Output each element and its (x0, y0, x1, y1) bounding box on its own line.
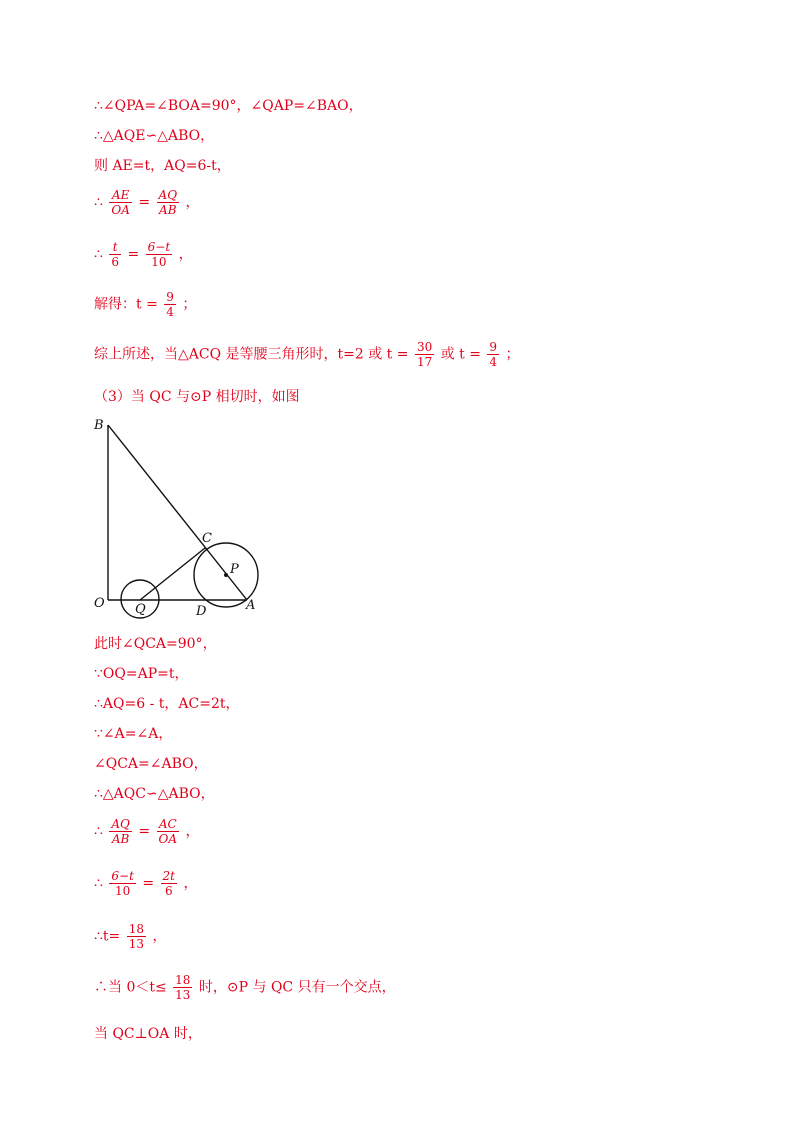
fraction-9-4 (164, 290, 176, 319)
equals-sign: = (138, 194, 151, 211)
segment-qc (140, 548, 205, 600)
equals-sign: = (127, 246, 140, 263)
fraction-denominator: 10 (151, 255, 167, 269)
fraction-numerator: t (109, 240, 121, 255)
line-5 (94, 240, 193, 269)
fraction-ac-oa (157, 817, 180, 846)
line-6 (94, 290, 196, 319)
summary-text: 综上所述，当△ACQ 是等腰三角形时，t=2 或 t = (94, 346, 409, 363)
fraction-denominator: OA (158, 832, 178, 846)
geometry-figure (90, 415, 270, 620)
line-9: 此时∠QCA=90°， (94, 636, 217, 652)
fraction-numerator: 18 (175, 973, 191, 987)
fraction-denominator: 4 (166, 305, 174, 319)
t-equals: ∴t= (94, 928, 121, 945)
fraction-numerator: 9 (166, 290, 174, 304)
line-15 (94, 817, 200, 846)
line-3: 则 AE=t，AQ=6-t， (94, 158, 231, 174)
label-a: A (246, 598, 256, 613)
line-2: ∴△AQE∽△ABO， (94, 128, 215, 144)
therefore-symbol: ∴ (94, 194, 103, 211)
punctuation: ； (182, 296, 197, 313)
fraction-denominator: AB (159, 203, 177, 217)
fraction-denominator: 4 (489, 355, 498, 369)
line-16 (94, 869, 197, 898)
line-7 (94, 340, 520, 369)
punctuation: ， (185, 823, 200, 840)
fraction-aq-ab (157, 188, 180, 217)
fraction-denominator: 13 (128, 937, 144, 951)
point-p (224, 573, 228, 577)
fraction-6mt-10 (146, 240, 173, 269)
fraction-denominator: 10 (114, 884, 131, 898)
fraction-denominator: 6 (111, 255, 120, 269)
fraction-numerator: AC (157, 817, 180, 832)
fraction-30-17 (415, 340, 434, 369)
line-17 (94, 922, 166, 951)
line-19: 当 QC⊥OA 时， (94, 1026, 202, 1042)
line-12: ∵∠A=∠A， (94, 726, 173, 742)
punctuation: ， (152, 928, 167, 945)
line-18 (94, 973, 396, 1002)
fraction-denominator: 13 (175, 988, 191, 1002)
fraction-ae-oa (109, 188, 132, 217)
fraction-18-13 (127, 922, 146, 951)
fraction-denominator: AB (111, 832, 130, 846)
fraction-9-4 (487, 340, 499, 369)
fraction-numerator: 9 (489, 340, 498, 354)
fraction-numerator: AQ (111, 817, 130, 831)
label-b: B (94, 418, 104, 433)
label-p: P (230, 562, 239, 577)
fraction-t-6 (109, 240, 121, 269)
fraction-2t-6 (161, 869, 177, 898)
line-13: ∠QCA=∠ABO， (94, 756, 208, 772)
line-10: ∵OQ=AP=t， (94, 666, 189, 682)
fraction-numerator: AQ (158, 188, 178, 202)
therefore-symbol: ∴ (94, 823, 103, 840)
line-8: （3）当 QC 与⊙P 相切时，如图 (94, 389, 300, 405)
label-o: O (94, 596, 105, 611)
summary-text-or: 或 t = (440, 346, 481, 363)
label-d: D (196, 604, 207, 619)
solution-prefix: 解得：t = (94, 296, 158, 313)
line-4 (94, 188, 200, 217)
fraction-numerator: 2t (162, 869, 175, 883)
punctuation: ， (185, 194, 200, 211)
line-14: ∴△AQC∽△ABO， (94, 786, 215, 802)
fraction-numerator: 6−t (111, 869, 134, 883)
line-11: ∴AQ=6 - t，AC=2t， (94, 696, 240, 712)
fraction-denominator: OA (111, 203, 130, 217)
therefore-symbol: ∴ (94, 246, 103, 263)
fraction-denominator: 6 (164, 884, 173, 898)
equals-sign: = (138, 823, 151, 840)
therefore-symbol: ∴ (94, 875, 103, 892)
label-q: Q (135, 602, 146, 617)
punctuation: ， (183, 875, 198, 892)
fraction-18-13 (173, 973, 192, 1002)
punctuation: ， (178, 246, 193, 263)
fraction-numerator: AE (109, 188, 132, 203)
equals-sign: = (142, 875, 155, 892)
fraction-denominator: 17 (416, 355, 433, 369)
fraction-numerator: 18 (128, 922, 144, 936)
condition-suffix: 时，⊙P 与 QC 只有一个交点， (198, 979, 396, 996)
fraction-numerator: 30 (416, 340, 433, 354)
fraction-numerator: 6−t (147, 240, 171, 254)
fraction-aq-ab (109, 817, 132, 846)
condition-prefix: ∴当 0＜t≤ (94, 979, 167, 996)
label-c: C (202, 531, 212, 546)
punctuation: ； (505, 346, 520, 363)
line-1: ∴∠QPA=∠BOA=90°，∠QAP=∠BAO， (94, 98, 363, 114)
fraction-6mt-10 (109, 869, 136, 898)
